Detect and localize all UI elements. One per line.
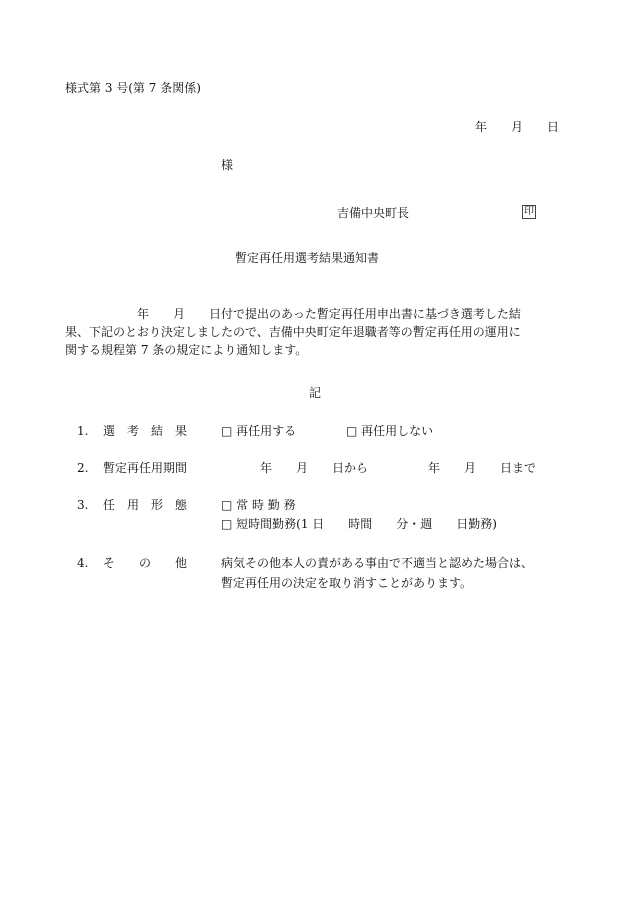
item-employment-form [0, 497, 630, 513]
item-label: 選 考 結 果 [103, 424, 188, 438]
option-not-reappoint: □ 再任用しない [346, 424, 434, 438]
date-line: 年 月 日 [475, 120, 560, 134]
item-number: 4. [77, 556, 89, 570]
period-value: 年 月 日から 年 月 日まで [260, 461, 537, 475]
form-number: 様式第 3 号(第 7 条関係) [65, 81, 201, 95]
body-line-1: 年 月 日付で提出のあった暫定再任用申出書に基づき選考した結 [65, 307, 521, 321]
item-label: そ の 他 [103, 556, 188, 570]
item-employment-form-line2 [0, 516, 630, 532]
other-text-line-2: 暫定再任用の決定を取り消すことがあります。 [221, 576, 473, 590]
body-paragraph [65, 305, 565, 359]
item-label: 任 用 形 態 [103, 498, 188, 512]
item-number: 3. [77, 498, 89, 512]
seal-stamp: 印 [524, 206, 534, 217]
option-reappoint: □ 再任用する [221, 424, 297, 438]
addressee: 様 [221, 158, 234, 172]
option-short-time: □ 短時間勤務(1 日 時間 分・週 日勤務) [221, 517, 497, 531]
item-other-line2 [0, 575, 630, 591]
item-number: 1. [77, 424, 89, 438]
body-line-2: 果、下記のとおり決定しましたので、吉備中央町定年退職者等の暫定再任用の運用に [65, 325, 521, 339]
item-label: 暫定再任用期間 [103, 461, 188, 475]
item-selection-result [0, 423, 630, 439]
other-text-line-1: 病気その他本人の責がある事由で不適当と認めた場合は、 [221, 556, 534, 570]
item-reappointment-period [0, 460, 630, 476]
ki-heading: 記 [309, 386, 322, 400]
body-line-3: 関する規程第 7 条の規定により通知します。 [65, 343, 308, 357]
item-number: 2. [77, 461, 89, 475]
item-other [0, 555, 630, 571]
issuer-name: 吉備中央町長 [337, 206, 410, 220]
option-full-time: □ 常 時 勤 務 [221, 498, 296, 512]
document-title: 暫定再任用選考結果通知書 [235, 251, 380, 265]
